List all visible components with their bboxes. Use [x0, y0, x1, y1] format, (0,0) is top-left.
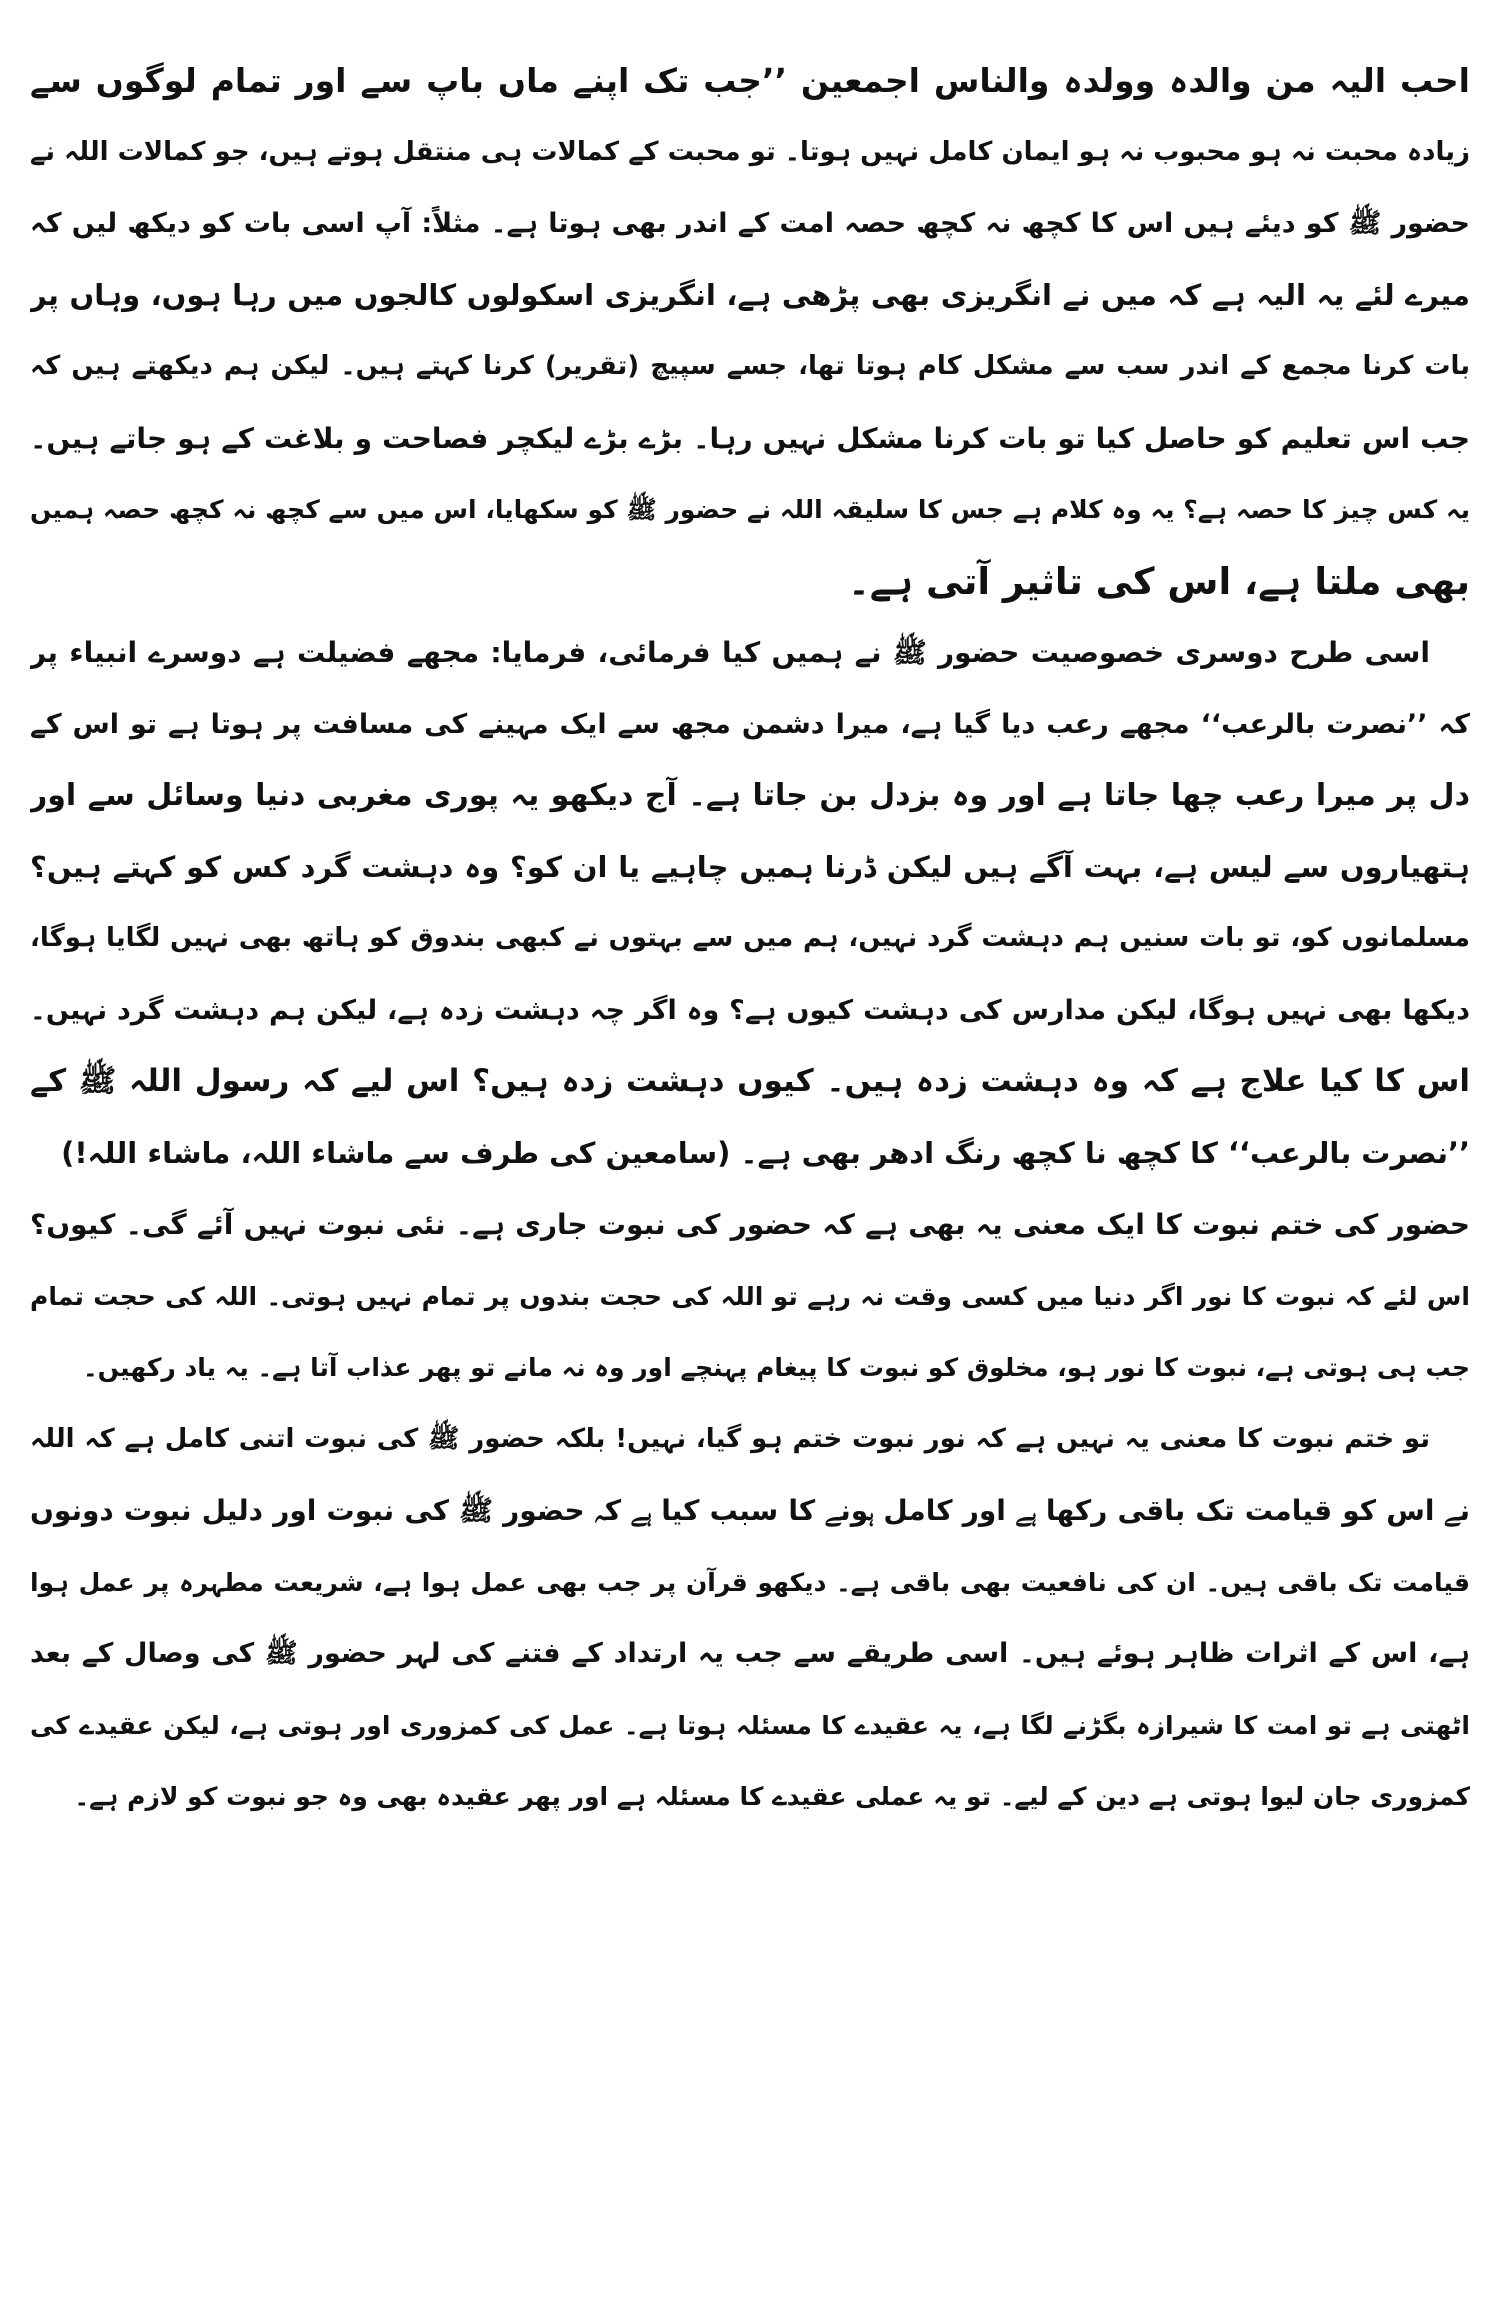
text-line: اسی طرح دوسری خصوصیت حضور ﷺ نے ہمیں کیا فرمائی، فرمایا: مجھے فضیلت ہے دوسرے انبیاء پر: [30, 636, 1430, 669]
text-line: ہے، اس کے اثرات ظاہر ہوئے ہیں۔ اسی طریقے سے جب یہ ارتداد کے فتنے کی لہر حضور ﷺ کی وصال کے بعد: [30, 1638, 1470, 1669]
text-line: حضور کی ختم نبوت کا ایک معنی یہ بھی ہے کہ حضور کی نبوت جاری ہے۔ نئی نبوت نہیں آئے گی۔ کیوں؟: [30, 1208, 1470, 1241]
text-line: تو ختم نبوت کا معنی یہ نہیں ہے کہ نور نبوت ختم ہو گیا، نہیں! بلکہ حضور ﷺ کی نبوت اتنی کامل ہے کہ اللہ: [30, 1423, 1430, 1454]
text-line: اس لئے کہ نبوت کا نور اگر دنیا میں کسی وقت نہ رہے تو اللہ کی حجت بندوں پر تمام نہیں ہوتی۔ اللہ کی حجت تمام: [30, 1281, 1470, 1311]
text-line: حضور ﷺ کو دیئے ہیں اس کا کچھ نہ کچھ حصہ امت کے اندر بھی ہوتا ہے۔ مثلاً: آپ اسی بات کو دیکھ لیں کہ: [30, 208, 1470, 239]
text-line: مسلمانوں کو، تو بات سنیں ہم دہشت گرد نہیں، ہم میں سے بہتوں نے کبھی بندوق کو ہاتھ بھی نہیں لگایا ہوگا،: [30, 923, 1470, 953]
text-line: دل پر میرا رعب چھا جاتا ہے اور وہ بزدل بن جاتا ہے۔ آج دیکھو یہ پوری مغربی دنیا وسائل سے اور: [30, 778, 1470, 813]
text-line: جب اس تعلیم کو حاصل کیا تو بات کرنا مشکل نہیں رہا۔ بڑے بڑے لیکچر فصاحت و بلاغت کے ہو جاتے ہیں۔: [30, 421, 1470, 455]
text-line: جب ہی ہوتی ہے، نبوت کا نور ہو، مخلوق کو نبوت کا پیغام پہنچے اور وہ نہ مانے تو پھر عذاب آتا ہے۔ یہ یاد رکھیں۔: [82, 1353, 1470, 1382]
text-line: کہ ’’نصرت بالرعب‘‘ مجھے رعب دیا گیا ہے، میرا دشمن مجھ سے ایک مہینے کی مسافت پر ہوتا ہے تو اس کے: [30, 708, 1470, 740]
text-line: ہتھیاروں سے لیس ہے، بہت آگے ہیں لیکن ڈرنا ہمیں چاہیے یا ان کو؟ وہ دہشت گرد کس کو کہتے ہیں؟: [30, 849, 1470, 884]
text-line: اس کا کیا علاج ہے کہ وہ دہشت زدہ ہیں۔ کیوں دہشت زدہ ہیں؟ اس لیے کہ رسول اللہ ﷺ کے: [30, 1063, 1470, 1099]
text-line: قیامت تک باقی ہیں۔ ان کی نافعیت بھی باقی ہے۔ دیکھو قرآن پر جب بھی عمل ہوا ہے، شریعت مطہرہ پر عمل ہوا: [30, 1567, 1470, 1597]
text-line: احب الیہ من والدہ وولدہ والناس اجمعین ’’جب تک اپنے ماں باپ سے اور تمام لوگوں سے: [30, 61, 1470, 100]
text-line: بات کرنا مجمع کے اندر سب سے مشکل کام ہوتا تھا، جسے سپیچ (تقریر) کرنا کہتے ہیں۔ لیکن ہم دیکھتے ہیں کہ: [30, 351, 1470, 381]
text-line: زیادہ محبت نہ ہو محبوب نہ ہو ایمان کامل نہیں ہوتا۔ تو محبت کے کمالات ہی منتقل ہوتے ہیں، جو کمالات اللہ نے: [30, 136, 1470, 167]
text-line: یہ کس چیز کا حصہ ہے؟ یہ وہ کلام ہے جس کا سلیقہ اللہ نے حضور ﷺ کو سکھایا، اس میں سے کچھ نہ کچھ حصہ ہمیں: [30, 495, 1470, 524]
text-line: کمزوری جان لیوا ہوتی ہے دین کے لیے۔ تو یہ عملی عقیدے کا مسئلہ ہے اور پھر عقیدہ بھی وہ جو نبوت کو لازم ہے۔: [74, 1782, 1470, 1811]
text-line: میرے لئے یہ الیہ ہے کہ میں نے انگریزی بھی پڑھی ہے، انگریزی اسکولوں کالجوں میں رہا ہوں، وہاں پر: [30, 277, 1470, 312]
document-page: [30, 45, 1470, 2275]
text-line: دیکھا بھی نہیں ہوگا، لیکن مدارس کی دہشت کیوں ہے؟ وہ اگر چہ دہشت زدہ ہے، لیکن ہم دہشت گرد نہیں۔: [30, 994, 1470, 1026]
text-line: نے اس کو قیامت تک باقی رکھا ہے اور کامل ہونے کا سبب کیا ہے کہ حضور ﷺ کی نبوت اور دلیل نبوت دونوں: [30, 1494, 1470, 1527]
text-line: بھی ملتا ہے، اس کی تاثیر آتی ہے۔: [848, 559, 1470, 603]
text-line: اٹھتی ہے تو امت کا شیرازہ بگڑنے لگا ہے، یہ عقیدے کا مسئلہ ہوتا ہے۔ عمل کی کمزوری اور ہوتی ہے، لیکن عقیدے کی: [30, 1710, 1470, 1740]
text-line: ’’نصرت بالرعب‘‘ کا کچھ نا کچھ رنگ ادھر بھی ہے۔ (سامعین کی طرف سے ماشاء اللہ، ماشاء اللہ!): [61, 1135, 1470, 1170]
